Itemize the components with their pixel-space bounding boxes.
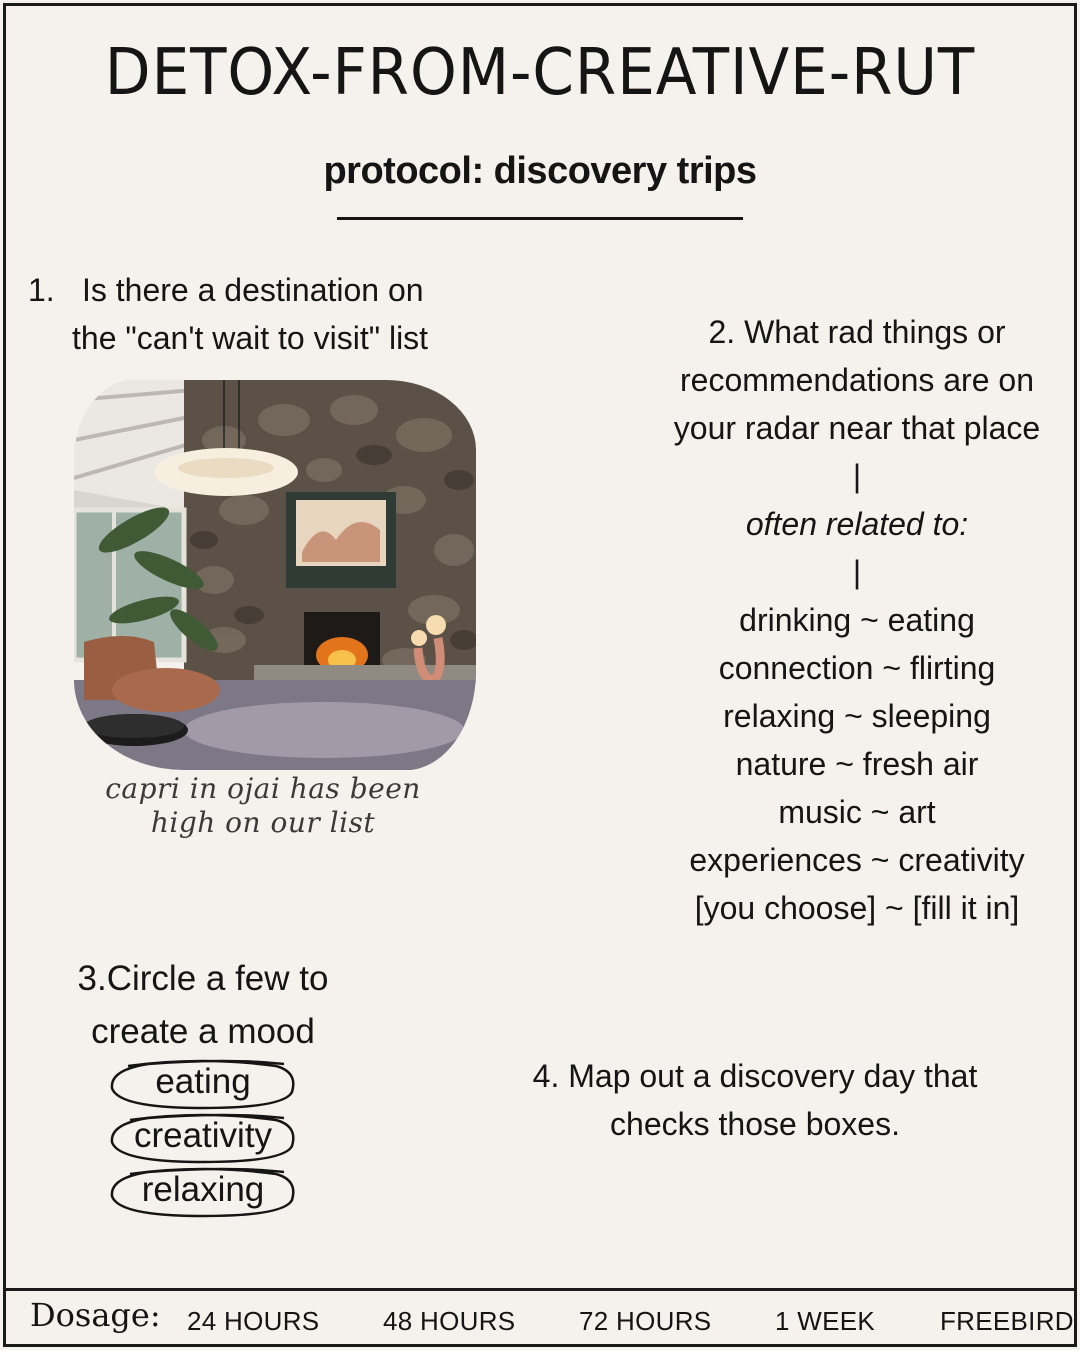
pair-item: experiences ~ creativity [689, 842, 1025, 878]
related-label: often related to: [745, 506, 969, 542]
dosage-option-72-hours: 72 HOURS [579, 1306, 712, 1336]
dosage-option-1-week: 1 WEEK [775, 1306, 876, 1336]
question-2-divider-1: | [852, 458, 862, 494]
question-2-line-1: 2. What rad things or [708, 314, 1006, 350]
question-1-number: 1. [28, 272, 55, 308]
question-1 [28, 266, 498, 362]
question-2-line-2: recommendations are on [680, 362, 1034, 398]
circled-mood-eating [108, 1058, 298, 1108]
question-4-line-1: 4. Map out a discovery day that [532, 1058, 978, 1094]
photo-caption-line-1: capri in ojai has been [105, 772, 421, 805]
question-3-line-1: 3.Circle a few to [77, 959, 329, 998]
page-title: DETOX-FROM-CREATIVE-RUT [104, 36, 976, 110]
dosage-option-freebird: FREEBIRD [940, 1306, 1074, 1336]
pair-item: connection ~ flirting [718, 650, 996, 686]
question-2-line-3: your radar near that place [673, 410, 1041, 446]
dosage-option-24-hours: 24 HOURS [187, 1306, 320, 1336]
photo-caption-line-2: high on our list [150, 806, 376, 839]
photo-caption [98, 772, 428, 840]
dosage-option-48-hours: 48 HOURS [383, 1306, 516, 1336]
living-room-photo [74, 380, 476, 770]
circled-mood-creativity [108, 1112, 298, 1162]
title-divider [337, 217, 743, 220]
question-2 [640, 308, 1074, 932]
pair-item: nature ~ fresh air [735, 746, 979, 782]
page-subtitle: protocol: discovery trips [323, 150, 757, 192]
question-4-line-2: checks those boxes. [610, 1106, 900, 1142]
dosage-label: Dosage: [30, 1296, 161, 1334]
circled-mood-relaxing [108, 1166, 298, 1216]
question-1-line-2: the "can't wait to visit" list [72, 320, 429, 356]
question-3-line-2: create a mood [91, 1012, 315, 1051]
circled-mood-label: creativity [133, 1116, 273, 1155]
pair-item: music ~ art [778, 794, 936, 830]
dosage-divider [3, 1288, 1077, 1291]
pair-item: drinking ~ eating [739, 602, 975, 638]
circled-mood-label: relaxing [141, 1170, 265, 1209]
question-2-divider-2: | [852, 554, 862, 590]
question-4 [500, 1052, 1010, 1148]
pair-item: [you choose] ~ [fill it in] [694, 890, 1020, 926]
question-3 [40, 952, 366, 1058]
pair-item: relaxing ~ sleeping [723, 698, 991, 734]
circled-mood-label: eating [155, 1062, 251, 1101]
question-1-line-1: Is there a destination on [82, 272, 424, 308]
